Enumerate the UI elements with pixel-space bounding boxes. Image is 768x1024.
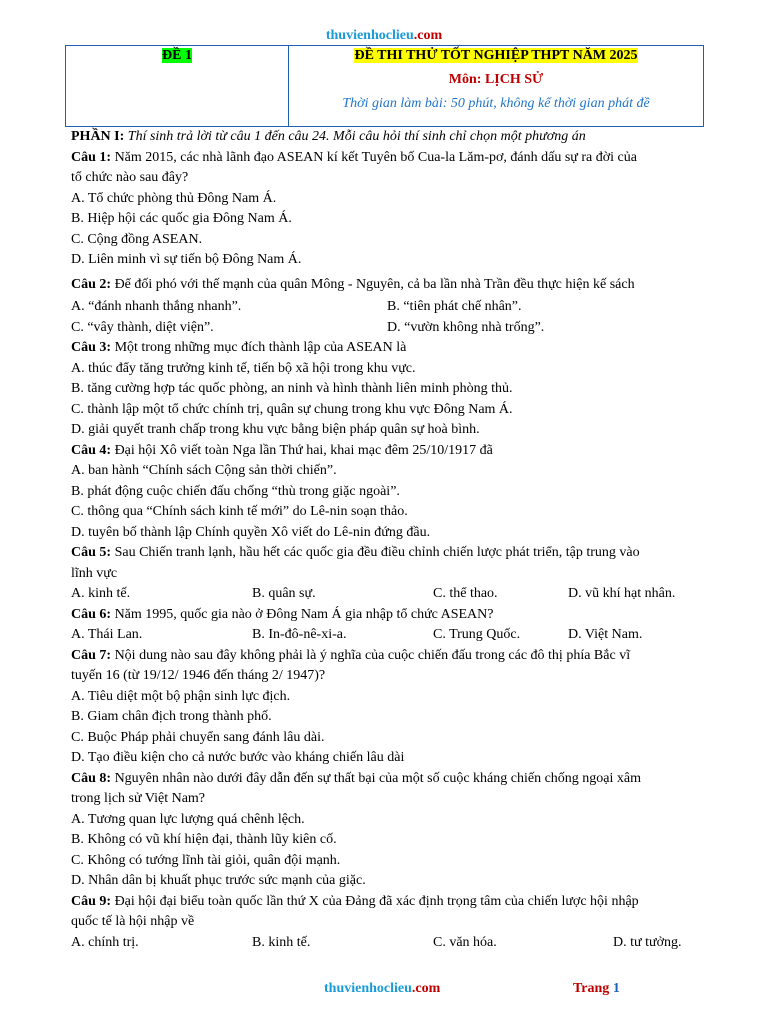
question-5-cont: lĩnh vực [71,565,118,581]
answer-option: B. Không có vũ khí hiện đại, thành lũy kiên cố. [71,832,337,847]
answer-option: A. thúc đẩy tăng trưởng kinh tế, tiến bộ xã hội trong khu vực. [71,360,416,376]
answer-option: B. In-đô-nê-xi-a. [252,627,347,642]
site-name: thuvienhoclieu [324,981,412,996]
page-number: Trang 1 [573,981,620,996]
site-header-link[interactable] [0,28,768,44]
question-8-cont: trong lịch sử Việt Nam? [71,791,206,806]
answer-option: D. giải quyết tranh chấp trong khu vực bằng biện pháp quân sự hoà bình. [71,422,480,437]
site-name: thuvienhoclieu [325,28,414,43]
question-5: Câu 5: Sau Chiến tranh lạnh, hầu hết các quốc gia đều điều chỉnh chiến lược phát triển, tập trung vào [71,545,640,560]
question-3: Câu 3: Một trong những mục đích thành lập của ASEAN là [71,340,407,355]
answer-option: B. tăng cường hợp tác quốc phòng, an ninh và hình thành liên minh phòng thủ. [71,381,513,396]
question-list [71,127,711,953]
answer-option: D. Liên minh vì sự tiến bộ Đông Nam Á. [71,252,302,267]
answer-option: D. Nhân dân bị khuất phục trước sức mạnh của giặc. [71,873,366,888]
answer-option: D. Tạo điều kiện cho cả nước bước vào kháng chiến lâu dài [71,750,405,765]
answer-option: B. phát động cuộc chiến đấu chống “thù trong giặc ngoài”. [71,483,400,499]
answer-option: A. ban hành “Chính sách Cộng sản thời chiến”. [71,463,337,478]
part-heading: PHẦN I: Thí sinh trả lời từ câu 1 đến câu 24. Mỗi câu hỏi thí sinh chỉ chọn một phương án [71,129,586,144]
exam-title: ĐỀ THI THỬ TỐT NGHIỆP THPT NĂM 2025 [354,48,638,63]
answer-option: C. thể thao. [433,586,498,601]
question-1-cont: tổ chức nào sau đây? [71,170,189,185]
exam-code: ĐỀ 1 [162,48,192,63]
answer-row [71,318,711,339]
answer-option: C. “vây thành, diệt viện”. [71,319,214,335]
question-7-cont: tuyến 16 (từ 19/12/ 1946 đến tháng 2/ 1947)? [71,668,326,683]
exam-header [65,45,704,127]
question-6: Câu 6: Năm 1995, quốc gia nào ở Đông Nam Á gia nhập tổ chức ASEAN? [71,606,494,622]
answer-row [71,584,711,605]
question-8: Câu 8: Nguyên nhân nào dưới đây dẫn đến sự thất bại của một số cuộc kháng chiến chống ngoại xâm [71,770,642,786]
exam-time: Thời gian làm bài: 50 phút, không kể thời gian phát đề [342,96,650,111]
answer-option: C. Không có tướng lĩnh tài giỏi, quân đội mạnh. [71,852,341,868]
answer-option: D. tuyên bố thành lập Chính quyền Xô viết do Lê-nin đứng đầu. [71,524,431,540]
answer-option: D. vũ khí hạt nhân. [568,586,676,601]
answer-option: B. Hiệp hội các quốc gia Đông Nam Á. [71,211,292,226]
answer-option: D. tư tưởng. [613,934,682,950]
exam-subject: Môn: LỊCH SỬ [448,72,544,87]
question-9-cont: quốc tế là hội nhập về [71,914,195,929]
question-1: Câu 1: Năm 2015, các nhà lãnh đạo ASEAN kí kết Tuyên bố Cua-la Lăm-pơ, đánh dấu sự ra đời của [71,149,637,165]
answer-row [71,297,711,318]
answer-row [71,933,711,954]
answer-option: C. Trung Quốc. [433,627,521,642]
answer-option: C. thông qua “Chính sách kinh tế mới” do Lê-nin soạn thảo. [71,504,408,519]
site-domain: .com [411,981,441,996]
answer-option: C. Buộc Pháp phải chuyển sang đánh lâu dài. [71,729,325,745]
answer-option: D. “vườn không nhà trống”. [387,319,545,335]
answer-option: C. thành lập một tổ chức chính trị, quân sự chung trong khu vực Đông Nam Á. [71,401,513,417]
exam-code-cell [66,46,289,126]
answer-option: B. Giam chân địch trong thành phố. [71,709,272,724]
answer-option: C. Cộng đồng ASEAN. [71,231,203,247]
answer-option: A. Tổ chức phòng thủ Đông Nam Á. [71,190,277,206]
answer-option: C. văn hóa. [433,934,497,950]
footer-site-link[interactable] [324,981,440,997]
answer-option: B. quân sự. [252,586,316,601]
answer-option: A. Thái Lan. [71,627,143,642]
question-2: Câu 2: Để đối phó với thế mạnh của quân Mông - Nguyên, cả ba lần nhà Trần đều thực hiện kế sách [71,276,635,292]
question-9: Câu 9: Đại hội đại biểu toàn quốc lần thứ X của Đảng đã xác định trọng tâm của chiến lược hội nhập [71,893,639,909]
answer-option: B. kinh tế. [252,934,311,950]
answer-option: A. Tiêu diệt một bộ phận sinh lực địch. [71,688,291,704]
site-domain: .com [413,28,443,43]
answer-option: A. chính trị. [71,934,139,950]
answer-option: A. kinh tế. [71,586,131,601]
question-4: Câu 4: Đại hội Xô viết toàn Nga lần Thứ hai, khai mạc đêm 25/10/1917 đã [71,442,493,458]
answer-option: D. Việt Nam. [568,627,643,642]
exam-info-cell [289,46,703,126]
answer-option: A. Tương quan lực lượng quá chênh lệch. [71,811,305,827]
answer-row [71,625,711,646]
answer-option: A. “đánh nhanh thắng nhanh”. [71,299,242,314]
answer-option: B. “tiên phát chế nhân”. [387,299,522,314]
question-7: Câu 7: Nội dung nào sau đây không phải là ý nghĩa của cuộc chiến đấu trong các đô thị phía Bắc vĩ [71,647,631,663]
